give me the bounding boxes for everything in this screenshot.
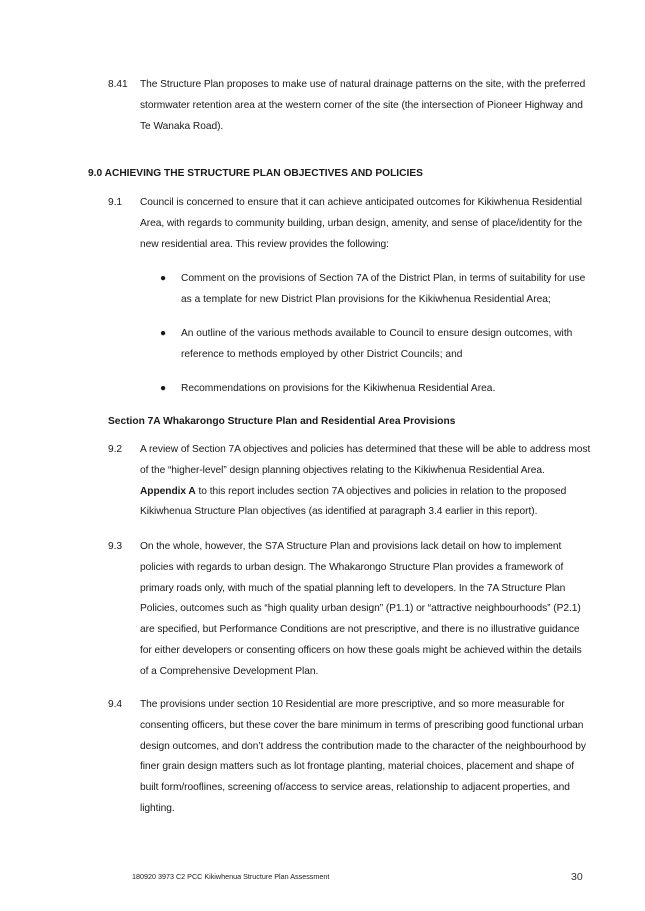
paragraph-text: Council is concerned to ensure that it can achieve anticipated outcomes for Kikiwhenua Residential Area, with regards to community building, urban design, amenity, and sense of place/identity for the new residential area. This review provides the following: xyxy=(140,197,583,250)
appendix-reference: Appendix A xyxy=(140,485,196,497)
page-number: 30 xyxy=(571,871,583,883)
bullet-icon: ● xyxy=(160,273,167,284)
subsection-heading: Section 7A Whakarongo Structure Plan and Residential Area Provisions xyxy=(108,416,456,427)
footer-document-reference: 180920 3973 C2 PCC Kikiwhenua Structure Plan Assessment xyxy=(132,872,330,881)
paragraph-number: 9.3 xyxy=(108,541,123,552)
bullet-icon: ● xyxy=(160,328,167,339)
list-item-text: An outline of the various methods available to Council to ensure design outcomes, with reference to methods employed by other District Councils; and xyxy=(181,328,573,360)
paragraph-text-part: to this report includes section 7A objectives and policies in relation to the proposed Kikiwhenua Structure Plan objectives (as identified at paragraph 3.4 earlier in this report). xyxy=(140,485,567,518)
section-heading: 9.0 ACHIEVING THE STRUCTURE PLAN OBJECTIVES AND POLICIES xyxy=(88,168,423,179)
paragraph-number: 9.1 xyxy=(108,197,123,208)
paragraph-number: 9.4 xyxy=(108,699,123,710)
paragraph-text: On the whole, however, the S7A Structure Plan and provisions lack detail on how to implement policies with regards to urban design. The Whakarongo Structure Plan provides a framework of primary roads only, with much of the spatial planning left to developers. In the 7A Structure Plan Policies, outcomes such as “high quality urban design” (P1.1) or “attractive neighbourhoods” (P2.1) are specified, but Performance Conditions are not prescriptive, and there is no illustrative guidance for either developers or consenting officers on how these goals might be achieved within the details of a Comprehensive Development Plan. xyxy=(140,541,582,677)
paragraph-text-part: A review of Section 7A objectives and policies has determined that these will be able to address most of the “higher-level” design planning objectives relating to the Kikiwhenua Residential Area. xyxy=(140,444,591,476)
paragraph-text xyxy=(140,440,592,523)
bullet-icon: ● xyxy=(160,383,167,394)
paragraph-number: 9.2 xyxy=(108,444,123,455)
list-item-text: Comment on the provisions of Section 7A of the District Plan, in terms of suitability for use as a template for new District Plan provisions for the Kikiwhenua Residential Area; xyxy=(181,273,586,305)
paragraph-number: 8.41 xyxy=(108,79,128,90)
paragraph-text: The provisions under section 10 Residential are more prescriptive, and so more measurable for consenting officers, but these cover the bare minimum in terms of prescribing good functional urban design outcomes, and don’t address the contribution made to the character of the neighbourhood by finer grain design matters such as lot frontage planting, material choices, placement and shape of built form/rooflines, screening of/access to service areas, relationship to adjacent properties, and lighting. xyxy=(140,699,586,814)
paragraph-text: The Structure Plan proposes to make use of natural drainage patterns on the site, with the preferred stormwater retention area at the western corner of the site (the intersection of Pioneer Highway and Te Wanaka Road). xyxy=(140,79,586,132)
list-item-text: Recommendations on provisions for the Kikiwhenua Residential Area. xyxy=(181,383,496,394)
